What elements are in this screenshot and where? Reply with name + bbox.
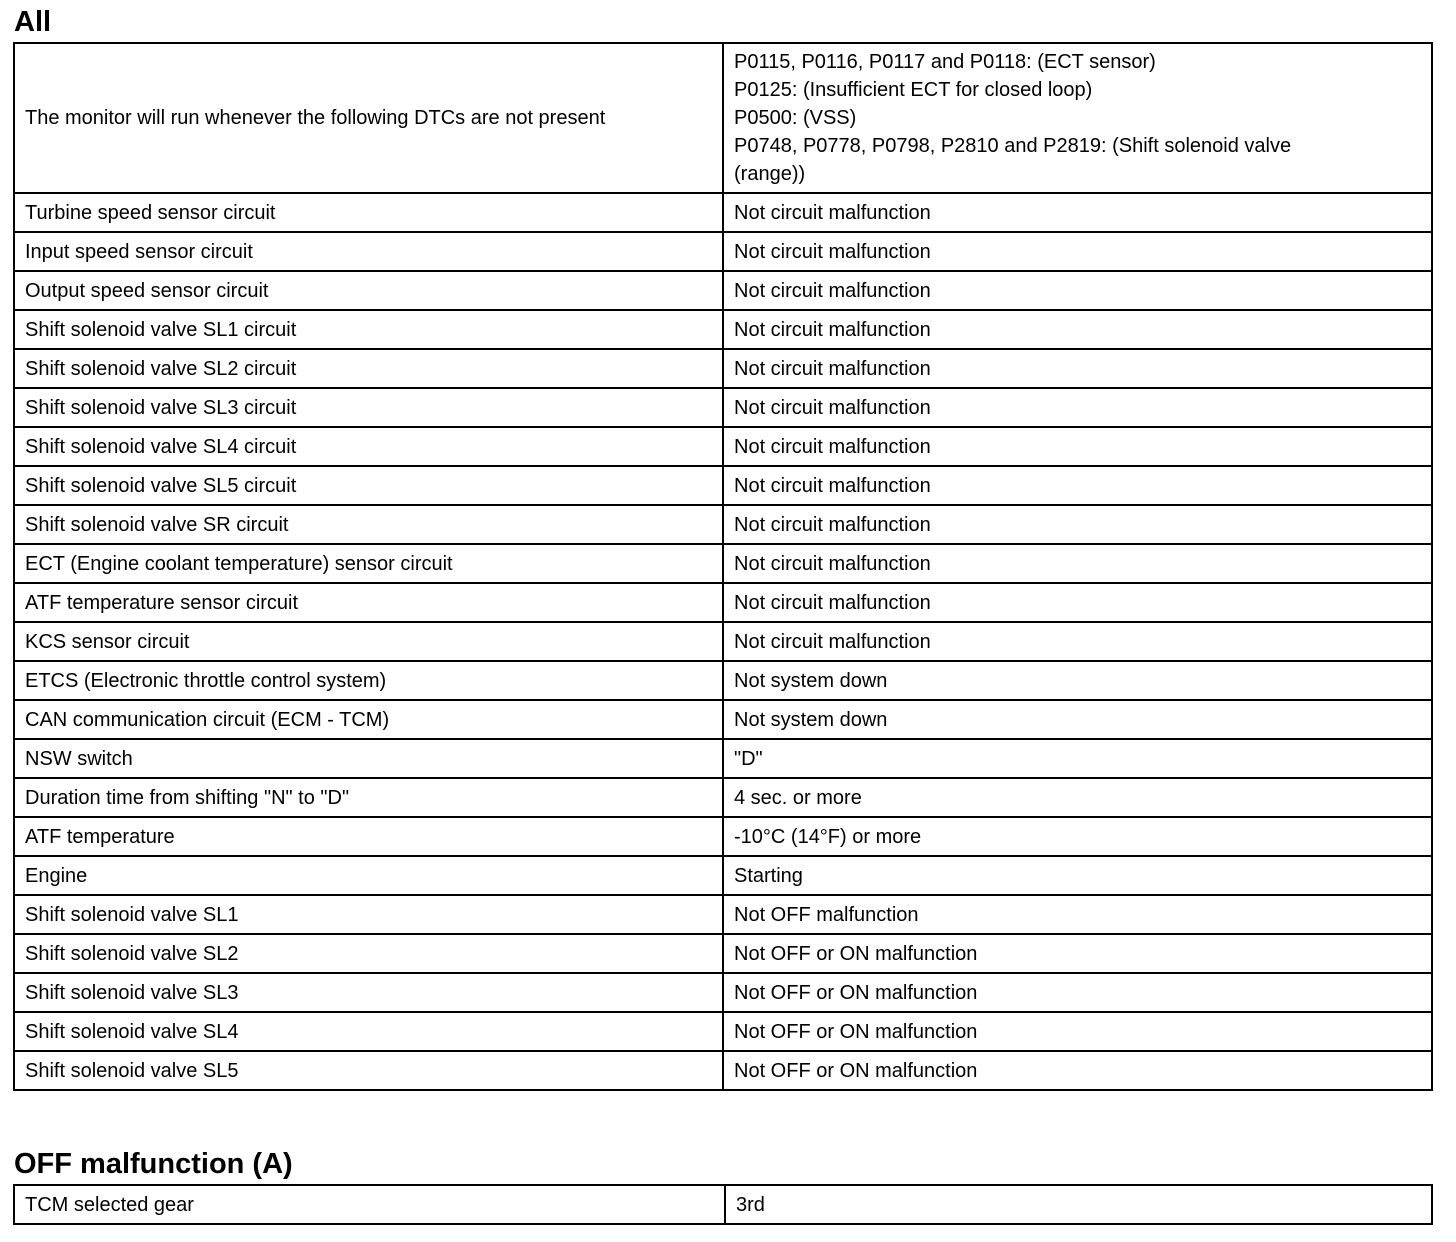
condition-label: Shift solenoid valve SL5 circuit (14, 466, 723, 505)
table-row (14, 778, 1432, 817)
condition-value: Not circuit malfunction (723, 349, 1432, 388)
condition-value: Not OFF or ON malfunction (723, 1051, 1432, 1090)
table-row (14, 427, 1432, 466)
condition-label: ATF temperature sensor circuit (14, 583, 723, 622)
condition-label: NSW switch (14, 739, 723, 778)
condition-value: Not circuit malfunction (723, 622, 1432, 661)
condition-label: Shift solenoid valve SL3 circuit (14, 388, 723, 427)
table-row (14, 505, 1432, 544)
condition-label: Shift solenoid valve SL4 (14, 1012, 723, 1051)
condition-value: Not circuit malfunction (723, 193, 1432, 232)
table-row (14, 934, 1432, 973)
table-row (14, 310, 1432, 349)
condition-label: Shift solenoid valve SL1 circuit (14, 310, 723, 349)
conditions-table-off-malfunction (13, 1184, 1433, 1225)
table-row (14, 544, 1432, 583)
condition-value: Not circuit malfunction (723, 388, 1432, 427)
condition-label: TCM selected gear (14, 1185, 725, 1224)
condition-value: 3rd (725, 1185, 1432, 1224)
table-row (14, 700, 1432, 739)
condition-label: Engine (14, 856, 723, 895)
table-row (14, 349, 1432, 388)
table-row (14, 856, 1432, 895)
condition-value: "D" (723, 739, 1432, 778)
dtc-line: (range)) (734, 163, 806, 185)
condition-value: Not circuit malfunction (723, 505, 1432, 544)
condition-value: Not circuit malfunction (723, 271, 1432, 310)
condition-label: Shift solenoid valve SL5 (14, 1051, 723, 1090)
condition-label: Shift solenoid valve SL3 (14, 973, 723, 1012)
condition-value: 4 sec. or more (723, 778, 1432, 817)
section-title-off-malfunction: OFF malfunction (A) (14, 1148, 293, 1180)
condition-label: Duration time from shifting "N" to "D" (14, 778, 723, 817)
condition-value: Starting (723, 856, 1432, 895)
table-row (14, 622, 1432, 661)
table-row (14, 1185, 1432, 1224)
condition-label: Shift solenoid valve SL1 (14, 895, 723, 934)
table-row (14, 1012, 1432, 1051)
condition-value: Not circuit malfunction (723, 544, 1432, 583)
condition-value: Not OFF or ON malfunction (723, 1012, 1432, 1051)
condition-label: KCS sensor circuit (14, 622, 723, 661)
condition-value: Not system down (723, 700, 1432, 739)
condition-label: The monitor will run whenever the following DTCs are not present (14, 43, 723, 193)
table-row (14, 43, 1432, 193)
condition-label: Output speed sensor circuit (14, 271, 723, 310)
section-title-all: All (14, 6, 52, 38)
dtc-line: P0125: (Insufficient ECT for closed loop) (734, 79, 1093, 101)
condition-value: Not circuit malfunction (723, 310, 1432, 349)
condition-value: Not circuit malfunction (723, 427, 1432, 466)
condition-value: Not OFF or ON malfunction (723, 973, 1432, 1012)
condition-label: ETCS (Electronic throttle control system) (14, 661, 723, 700)
dtc-line: P0748, P0778, P0798, P2810 and P2819: (Shift solenoid valve (734, 135, 1292, 157)
table-row (14, 739, 1432, 778)
table-row (14, 817, 1432, 856)
condition-value (723, 43, 1432, 193)
table-row (14, 583, 1432, 622)
condition-value: Not system down (723, 661, 1432, 700)
table-row (14, 661, 1432, 700)
table-row (14, 973, 1432, 1012)
condition-value: Not circuit malfunction (723, 232, 1432, 271)
condition-label: Input speed sensor circuit (14, 232, 723, 271)
condition-label: ATF temperature (14, 817, 723, 856)
table-row (14, 193, 1432, 232)
table-row (14, 388, 1432, 427)
conditions-table-all (13, 42, 1433, 1091)
dtc-line: P0115, P0116, P0117 and P0118: (ECT sensor) (734, 51, 1156, 73)
table-row (14, 232, 1432, 271)
condition-label: Shift solenoid valve SL2 circuit (14, 349, 723, 388)
dtc-line: P0500: (VSS) (734, 107, 857, 129)
condition-label: CAN communication circuit (ECM - TCM) (14, 700, 723, 739)
condition-value: Not circuit malfunction (723, 583, 1432, 622)
condition-value: -10°C (14°F) or more (723, 817, 1432, 856)
condition-value: Not circuit malfunction (723, 466, 1432, 505)
condition-value: Not OFF malfunction (723, 895, 1432, 934)
table-row (14, 895, 1432, 934)
table-row (14, 1051, 1432, 1090)
table-row (14, 271, 1432, 310)
condition-label: Shift solenoid valve SL2 (14, 934, 723, 973)
condition-value: Not OFF or ON malfunction (723, 934, 1432, 973)
condition-label: Shift solenoid valve SL4 circuit (14, 427, 723, 466)
condition-label: Turbine speed sensor circuit (14, 193, 723, 232)
condition-label: ECT (Engine coolant temperature) sensor circuit (14, 544, 723, 583)
table-row (14, 466, 1432, 505)
condition-label: Shift solenoid valve SR circuit (14, 505, 723, 544)
